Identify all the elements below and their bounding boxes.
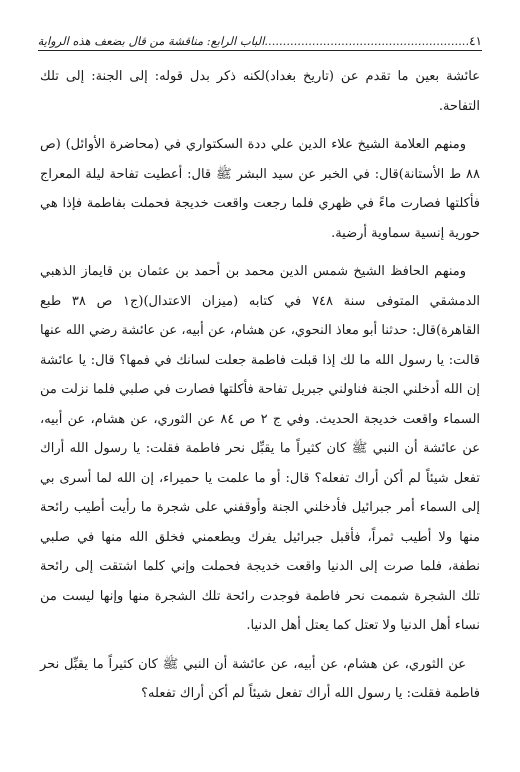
paragraph-2: ومنهم العلامة الشيخ علاء الدين علي ددة السكتواري في (محاضرة الأوائل) (ص ٨٨ ط الأستانة)قال: في الخبر عن سيد البشر ﷺ قال: أعطيت تفاحة ليلة المعراج فأكلتها فصارت ماءً في ظهري فلما رجعت واقعت خديجة فحملت بفاطمة فإذا هي حورية إنسية سماوية أرضية. [40,137,480,241]
chapter-title: الباب الرابع: مناقشة من قال بضعف هذه الرواية [38,34,265,48]
page-number: ٤١ [469,34,482,48]
running-header [38,28,482,48]
paragraph-3: ومنهم الحافظ الشيخ شمس الدين محمد بن أحمد بن عثمان بن قايماز الذهبي الدمشقي المتوفى سنة ٧٤٨ في كتابه (ميزان الاعتدال)(ج١ ص ٣٨ طبع القاهرة)قال: حدثنا أبو معاذ النحوي، عن هشام، عن أبيه، عن عائشة رضي الله عنها قالت: يا رسول الله ما لك إذا قبلت فاطمة جعلت لسانك في فمها؟ قال: يا عائشة إن الله أدخلني الجنة فناولني جبريل تفاحة فأكلتها فصارت في صلبي فلما نزلت من السماء واقعت خديجة الحديث. وفي ج ٢ ص ٨٤ عن الثوري، عن هشام، عن أبيه، عن عائشة أن النبي ﷺ كان كثيراً ما يقبِّل نحر فاطمة فقلت: يا رسول الله أراك تفعل شيئاً لم أكن أراك تفعله؟ قال: أو ما علمت يا حميراء، إن الله لما أسرى بي إلى السماء أمر جبرائيل فأدخلني الجنة وأوقفني على شجرة ما رأيت أطيب رائحة منها ولا أطيب ثمراً، فأقبل جبرائيل يفرك ويطعمني فخلق الله منها في صلبي نطفة، فلما صرت إلى الدنيا واقعت خديجة فحملت وإني كلما اشتقت إلى رائحة تلك الشجرة شممت نحر فاطمة فوجدت رائحة تلك الشجرة منها وإنها ليست من نساء أهل الدنيا ولا تعتل كما يعتل أهل الدنيا. [40,264,481,633]
running-title [38,34,469,48]
paragraph-4: عن الثوري، عن هشام، عن أبيه، عن عائشة أن النبي ﷺ كان كثيراً ما يقبِّل نحر فاطمة فقلت: يا رسول الله أراك تفعل شيئاً لم أكن أراك تفعله؟ [40,656,480,701]
page-body [40,62,480,718]
header-dots: ........................................................ [264,34,470,48]
header-rule [38,50,482,51]
paragraph-1: عائشة بعين ما تقدم عن (تاريخ بغداد)لكنه ذكر بدل قوله: إلى الجنة: إلى تلك التفاحة. [40,69,480,114]
